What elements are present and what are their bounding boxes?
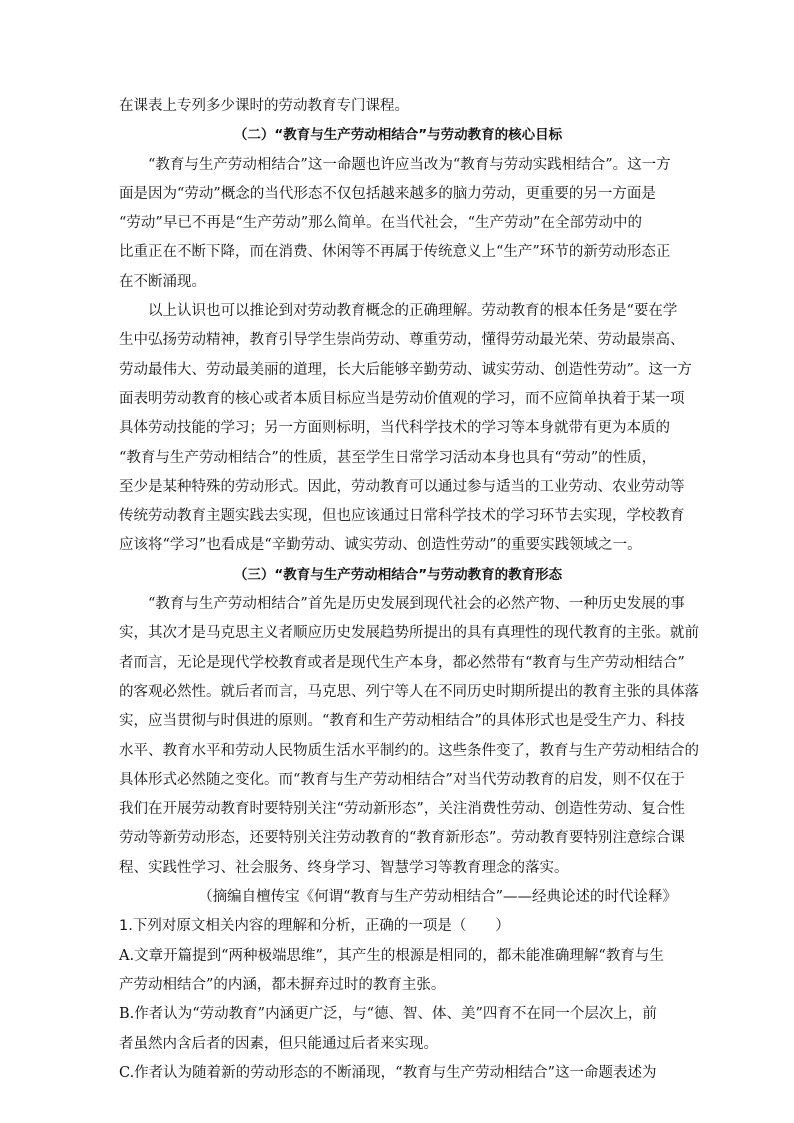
paragraph-line: 水平、教育水平和劳动人民物质生活水平制约的。这些条件变了，教育与生产劳动相结合的 [119, 742, 699, 759]
option-line: A.文章开篇提到“两种极端思维”，其产生的根源是相同的，都未能准确理解“教育与生 [119, 947, 664, 964]
paragraph-line: 实，其次才是马克思主义者顺应历史发展趋势所提出的具有真理性的现代教育的主张。就前 [119, 625, 699, 642]
paragraph-line: 的客观必然性。就后者而言，马克思、列宁等人在不同历史时期所提出的教育主张的具体落 [119, 683, 699, 700]
paragraph-line: 在不断涌现。 [119, 273, 206, 290]
section-2-paragraph-1 [119, 151, 677, 297]
paragraph-line: 面是因为“劳动”概念的当代形态不仅包括越来越多的脑力劳动，更重要的另一方面是 [119, 185, 656, 202]
paragraph-line: 应该将“学习”也看成是“辛勤劳动、诚实劳动、创造性劳动”的重要实践领域之一。 [119, 537, 642, 554]
paragraph-line: 面表明劳动教育的核心或者本质目标应当是劳动价值观的学习，而不应简单执着于某一项 [119, 390, 685, 407]
intro-line: 在课表上专列多少课时的劳动教育专门课程。 [119, 98, 409, 114]
paragraph-line: 具体劳动技能的学习；另一方面则标明，当代科学技术的学习等本身就带有更为本质的 [119, 420, 670, 437]
section-heading-2: （二）“教育与生产劳动相结合”与劳动教育的核心目标 [233, 127, 563, 144]
paragraph-line: “教育与生产劳动相结合”的性质，甚至学生日常学习活动本身也具有“劳动”的性质， [119, 449, 657, 466]
paragraph-line: 者而言，无论是现代学校教育或者是现代生产本身，都必然带有“教育与生产劳动相结合” [119, 654, 685, 671]
option-line: 者虽然内含后者的因素，但只能通过后者来实现。 [119, 1035, 438, 1052]
option-line: 产劳动相结合”的内涵，都未摒弃过时的教育主张。 [119, 976, 446, 993]
paragraph-line: 我们在开展劳动教育时要特别关注“劳动新形态”，关注消费性劳动、创造性劳动、复合性 [119, 801, 685, 818]
paragraph-line: “教育与生产劳动相结合”首先是历史发展到现代社会的必然产物、一种历史发展的事 [148, 596, 685, 613]
paragraph-line: 至少是某种特殊的劳动形式。因此，劳动教育可以通过参与适当的工业劳动、农业劳动等 [119, 478, 685, 495]
paragraph-line: 程、实践性学习、社会服务、终身学习、智慧学习等教育理念的落实。 [119, 859, 569, 876]
option-line: B.作者认为“劳动教育”内涵更广泛，与“德、智、体、美”四育不在同一个层次上，前 [119, 1006, 657, 1023]
document-body [119, 92, 699, 1088]
option-c[interactable] [119, 1059, 677, 1088]
question-1 [119, 912, 677, 1088]
paragraph-line: 具体形式必然随之变化。而“教育与生产劳动相结合”对当代劳动教育的启发，则不仅在于 [119, 771, 685, 788]
paragraph-line: 劳动等新劳动形态，还要特别关注劳动教育的“教育新形态”。劳动教育要特别注意综合课 [119, 830, 685, 847]
paragraph-line: 以上认识也可以推论到对劳动教育概念的正确理解。劳动教育的根本任务是“要在学 [148, 303, 678, 320]
section-2-paragraph-2 [119, 297, 692, 561]
paragraph-line: 实，应当贯彻与时俱进的原则。“教育和生产劳动相结合”的具体形式也是受生产力、科技 [119, 713, 685, 730]
paragraph-line: 生中弘扬劳动精神，教育引导学生崇尚劳动、尊重劳动，懂得劳动最光荣、劳动最崇高、 [119, 332, 685, 349]
paragraph-line: “劳动”早已不再是“生产劳动”那么简单。在当代社会，“生产劳动”在全部劳动中的 [119, 215, 642, 232]
paragraph-line: 传统劳动教育主题实践去实现，但也应该通过日常科学技术的学习环节去实现，学校教育 [119, 508, 685, 525]
option-a[interactable] [119, 942, 677, 1001]
option-line: C.作者认为随着新的劳动形态的不断涌现，“教育与生产劳动相结合”这一命题表述为 [119, 1064, 657, 1081]
paragraph-line: “教育与生产劳动相结合”这一命题也许应当改为“教育与劳动实践相结合”。这一方 [148, 156, 671, 173]
paragraph-line: 劳动最伟大、劳动最美丽的道理，长大后能够辛勤劳动、诚实劳动、创造性劳动”。这一方 [119, 361, 692, 378]
question-stem: 1.下列对原文相关内容的理解和分析，正确的一项是（ ） [119, 918, 510, 935]
option-b[interactable] [119, 1000, 677, 1059]
section-heading-3: （三）“教育与生产劳动相结合”与劳动教育的教育形态 [233, 566, 563, 583]
paragraph-line: 比重正在不断下降，而在消费、休闲等不再属于传统意义上“生产”环节的新劳动形态正 [119, 244, 671, 261]
source-citation: （摘编自檀传宝《何谓“教育与生产劳动相结合”——经典论述的时代诠释》 [198, 889, 677, 906]
section-3-paragraph-1 [119, 590, 699, 883]
